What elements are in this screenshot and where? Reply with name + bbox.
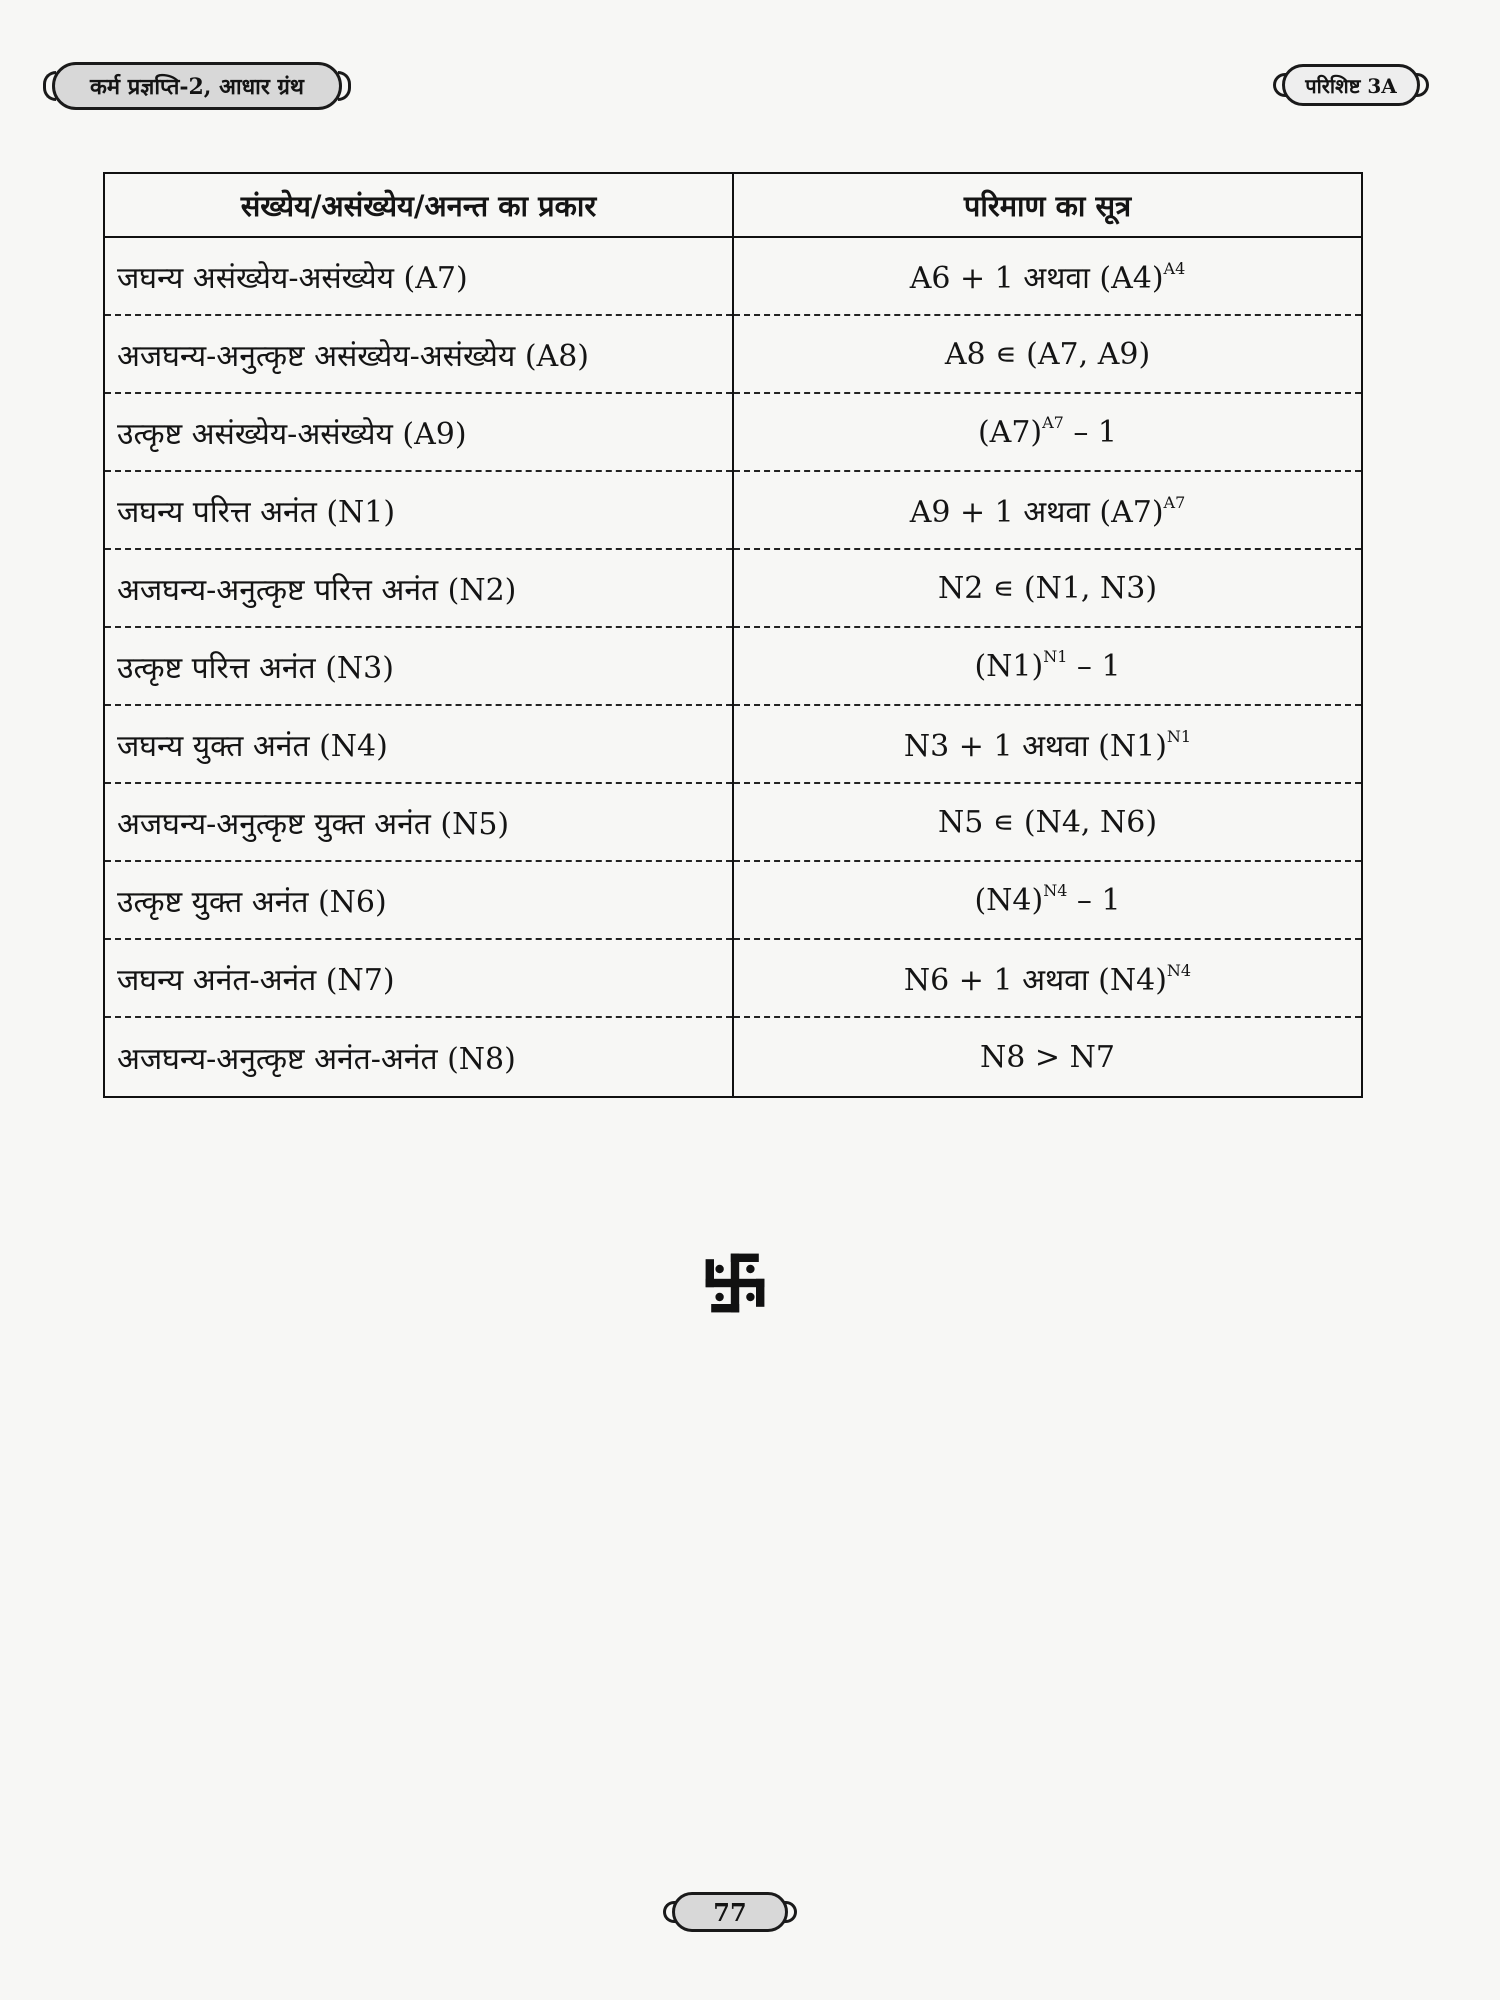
table-row <box>104 1017 1362 1097</box>
table-row <box>104 705 1362 783</box>
infinity-type-cell: उत्कृष्ट असंख्येय-असंख्येय (A9) <box>104 393 733 471</box>
formula-cell <box>733 861 1362 939</box>
infinity-types-table <box>103 172 1363 1098</box>
column-header-type: संख्येय/असंख्येय/अनन्त का प्रकार <box>104 173 733 237</box>
formula-tail: – 1 <box>1067 882 1121 918</box>
formula-cell <box>733 705 1362 783</box>
table-row <box>104 939 1362 1017</box>
formula-cell <box>733 237 1362 315</box>
formula-exponent: A7 <box>1042 412 1064 432</box>
formula-tail: – 1 <box>1067 648 1121 684</box>
formula-tail: – 1 <box>1063 414 1118 450</box>
formula-cell <box>733 471 1362 549</box>
formula-cell <box>733 315 1362 393</box>
swastika-icon <box>700 1248 770 1318</box>
infinity-type-cell: अजघन्य-अनुत्कृष्ट असंख्येय-असंख्येय (A8) <box>104 315 733 393</box>
page-number: 77 <box>713 1897 747 1927</box>
formula-cell <box>733 939 1362 1017</box>
formula-base: A8 ∊ (A7, A9) <box>944 336 1151 372</box>
formula-cell <box>733 549 1362 627</box>
formula-exponent: N4 <box>1043 880 1068 900</box>
infinity-type-cell: जघन्य परित्त अनंत (N1) <box>104 471 733 549</box>
column-header-formula: परिमाण का सूत्र <box>733 173 1362 237</box>
table-row <box>104 315 1362 393</box>
formula-exponent: N1 <box>1166 726 1192 746</box>
appendix-title: परिशिष्ट 3A <box>1305 73 1397 98</box>
table-body <box>104 237 1362 1097</box>
formula-cell <box>733 1017 1362 1097</box>
formula-exponent: A4 <box>1163 258 1186 278</box>
infinity-type-cell: उत्कृष्ट परित्त अनंत (N3) <box>104 627 733 705</box>
formula-base: N6 + 1 अथवा (N4) <box>903 962 1167 998</box>
table-row <box>104 471 1362 549</box>
formula-exponent: N4 <box>1166 960 1192 980</box>
formula-base: A6 + 1 अथवा (A4) <box>909 260 1164 296</box>
book-title-badge <box>52 62 342 110</box>
infinity-type-cell: अजघन्य-अनुत्कृष्ट परित्त अनंत (N2) <box>104 549 733 627</box>
formula-base: (N1) <box>974 648 1044 684</box>
formula-exponent: N1 <box>1043 646 1068 666</box>
table-row <box>104 393 1362 471</box>
infinity-type-cell: अजघन्य-अनुत्कृष्ट अनंत-अनंत (N8) <box>104 1017 733 1097</box>
formula-cell <box>733 627 1362 705</box>
infinity-type-cell: जघन्य असंख्येय-असंख्येय (A7) <box>104 237 733 315</box>
formula-exponent: A7 <box>1163 492 1186 512</box>
formula-cell <box>733 393 1362 471</box>
book-title: कर्म प्रज्ञप्ति-2, आधार ग्रंथ <box>90 74 304 100</box>
appendix-badge <box>1282 64 1420 106</box>
infinity-type-cell: उत्कृष्ट युक्त अनंत (N6) <box>104 861 733 939</box>
infinity-type-cell: जघन्य अनंत-अनंत (N7) <box>104 939 733 1017</box>
formula-base: N8 > N7 <box>980 1039 1115 1075</box>
page-number-badge <box>672 1892 788 1932</box>
table-row <box>104 627 1362 705</box>
formula-cell <box>733 783 1362 861</box>
formula-base: (A7) <box>977 414 1043 450</box>
infinity-type-cell: अजघन्य-अनुत्कृष्ट युक्त अनंत (N5) <box>104 783 733 861</box>
table-row <box>104 861 1362 939</box>
formula-base: N5 ∊ (N4, N6) <box>937 804 1158 840</box>
table-row <box>104 237 1362 315</box>
formula-base: N3 + 1 अथवा (N1) <box>903 728 1167 764</box>
table-row <box>104 783 1362 861</box>
table-header-row <box>104 173 1362 237</box>
formula-base: A9 + 1 अथवा (A7) <box>909 494 1164 530</box>
formula-base: (N4) <box>974 882 1044 918</box>
formula-base: N2 ∊ (N1, N3) <box>937 570 1158 606</box>
table-row <box>104 549 1362 627</box>
infinity-type-cell: जघन्य युक्त अनंत (N4) <box>104 705 733 783</box>
